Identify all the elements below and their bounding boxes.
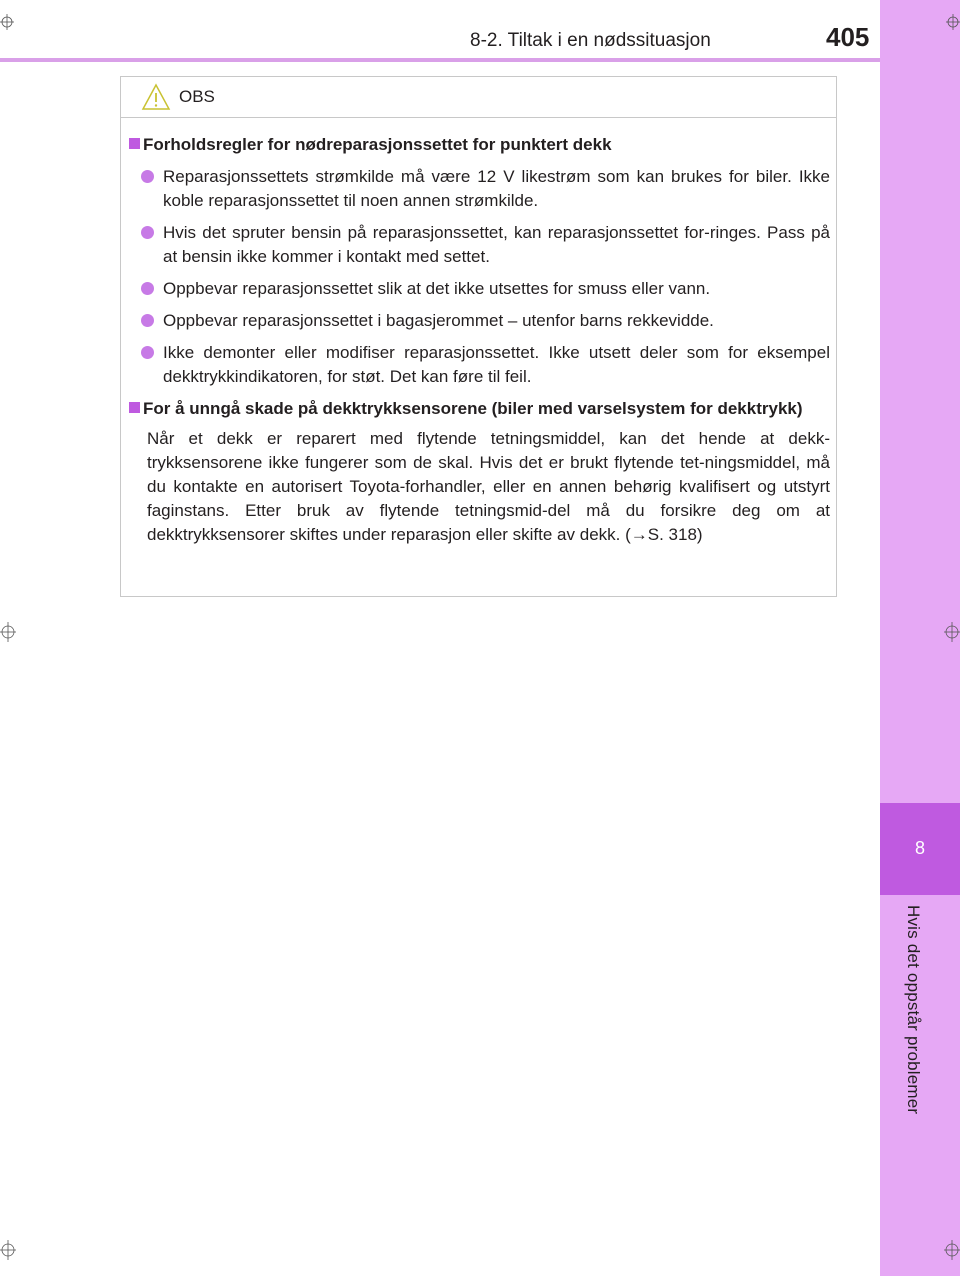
header-rule bbox=[0, 58, 880, 62]
registration-mark-icon bbox=[930, 1230, 960, 1270]
section-square-marker bbox=[129, 138, 140, 149]
bullet-dot bbox=[141, 226, 154, 239]
section-title: For å unngå skade på dekktrykksensorene (biler med varselsystem for dekktrykk) bbox=[143, 399, 803, 418]
section-title: Forholdsregler for nødreparasjonssettet for punktert dekk bbox=[143, 135, 612, 154]
bullet-dot bbox=[141, 314, 154, 327]
bullet-dot bbox=[141, 170, 154, 183]
registration-mark-icon bbox=[0, 612, 30, 652]
list-item bbox=[121, 165, 838, 213]
list-item bbox=[121, 309, 838, 333]
list-item bbox=[121, 221, 838, 269]
bullet-dot bbox=[141, 282, 154, 295]
list-item bbox=[121, 341, 838, 389]
bullet-text: Oppbevar reparasjonssettet slik at det ikke utsettes for smuss eller vann. bbox=[163, 279, 711, 298]
registration-mark-icon bbox=[930, 612, 960, 652]
notice-box bbox=[120, 76, 837, 597]
notice-content bbox=[121, 133, 838, 547]
chapter-title: Hvis det oppstår problemer bbox=[904, 905, 923, 1115]
registration-mark-icon bbox=[0, 0, 30, 60]
chapter-number: 8 bbox=[914, 838, 925, 858]
notice-label: OBS bbox=[179, 87, 215, 106]
list-item bbox=[121, 277, 838, 301]
registration-mark-icon bbox=[930, 0, 960, 60]
page-number: 405 bbox=[826, 22, 870, 52]
notice-header bbox=[121, 77, 836, 118]
header-section-title: 8-2. Tiltak i en nødssituasjon bbox=[470, 30, 711, 51]
section-puncture-kit bbox=[121, 133, 838, 157]
section-tire-pressure-sensors bbox=[121, 397, 838, 421]
section-paragraph: Når et dekk er reparert med flytende tetningsmiddel, kan det hende at dekk-trykksensorene ikke fungerer som de skal. Hvis det er brukt flytende tet-ningsmiddel, må du kontakte en autorisert Toyota-forhandler, eller en annen behørig kvalifisert og utstyrt faginstans. Etter bruk av flytende tetningsmid-del må du forsikre deg om at dekktrykksensorer skiftes under reparasjon eller skifte av dekk. (→S. 318) bbox=[147, 429, 830, 544]
bullet-text: Hvis det spruter bensin på reparasjonssettet, kan reparasjonssettet for-ringes. Pass på at bensin ikke kommer i kontakt med settet. bbox=[163, 223, 830, 266]
warning-triangle-icon bbox=[141, 83, 171, 116]
registration-mark-icon bbox=[0, 1230, 30, 1270]
bullet-text: Oppbevar reparasjonssettet i bagasjerommet – utenfor barns rekkevidde. bbox=[163, 311, 714, 330]
section-square-marker bbox=[129, 402, 140, 413]
bullet-text: Reparasjonssettets strømkilde må være 12 V likestrøm som kan brukes for biler. Ikke koble reparasjonssettet til noen annen strømkilde. bbox=[163, 167, 830, 210]
bullet-dot bbox=[141, 346, 154, 359]
bullet-text: Ikke demonter eller modifiser reparasjonssettet. Ikke utsett deler som for eksempel dekktrykkindikatoren, for støt. Det kan føre til feil. bbox=[163, 343, 830, 386]
